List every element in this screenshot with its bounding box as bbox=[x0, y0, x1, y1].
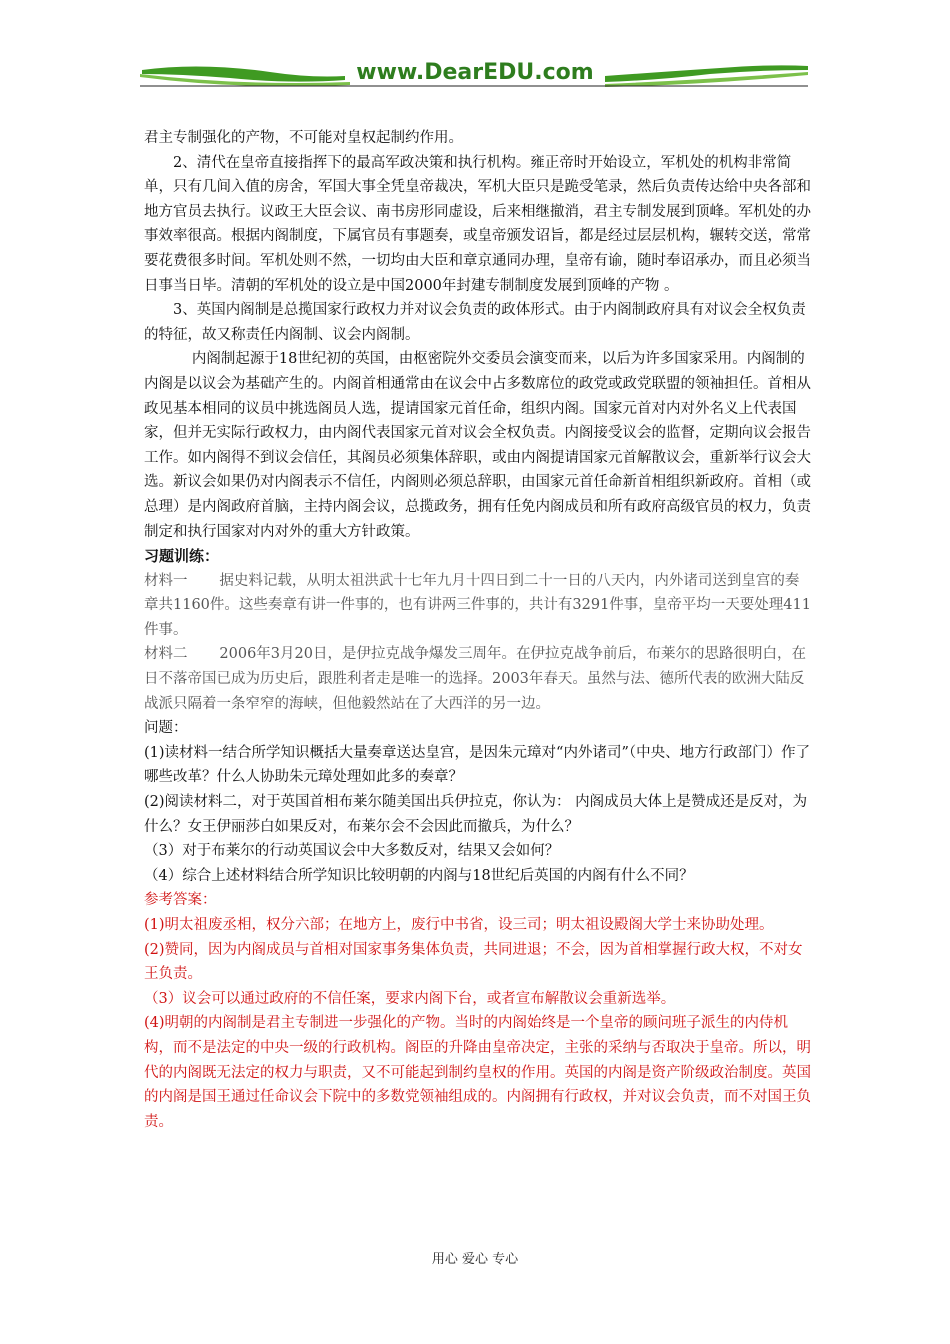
answer-2: (2)赞同，因为内阁成员与首相对国家事务集体负责，共同进退；不会，因为首相掌握行政大权，不对女王负责。 bbox=[144, 941, 803, 983]
material-text: 2006年3月20日，是伊拉克战争爆发三周年。在伊拉克战争前后，布莱尔的思路很明白，在日不落帝国已成为历史后，跟胜利者走是唯一的选择。2003年春天。虽然与法、德所代表的欧洲大陆反战派只隔着一条窄窄的海峡，但他毅然站在了大西洋的另一边。 bbox=[144, 646, 806, 712]
material-label: 材料一 bbox=[144, 572, 188, 589]
exercise-heading: 习题训练： bbox=[144, 547, 220, 566]
material-text: 据史料记载，从明太祖洪武十七年九月十四日到二十一日的八天内，内外诸司送到皇宫的奏章共1160件。这些奏章有讲一件事的，也有讲两三件事的，共计有3291件事，皇帝平均一天要处理411件事。 bbox=[144, 572, 811, 638]
questions-label: 问题： bbox=[144, 720, 188, 737]
page-footer: 用心 爱心 专心 bbox=[431, 1252, 519, 1267]
question-4: （4）综合上述材料结合所学知识比较明朝的内阁与18世纪后英国的内阁有什么不同？ bbox=[144, 867, 694, 884]
material-label: 材料二 bbox=[144, 646, 188, 663]
main-content bbox=[144, 126, 812, 1134]
paragraph: 3、英国内阁制是总揽国家行政权力并对议会负责的政体形式。由于内阁制政府具有对议会全权负责的特征，故又称责任内阁制、议会内阁制。 bbox=[144, 302, 806, 343]
paragraph: 内阁制起源于18世纪初的英国，由枢密院外交委员会演变而来，以后为许多国家采用。内阁制的内阁是以议会为基础产生的。内阁首相通常由在议会中占多数席位的政党或政党联盟的领袖担任。首相从政见基本相同的议员中挑选阁员人选，提请国家元首任命，组织内阁。国家元首对内对外名义上代表国家，但并无实际行政权力，由内阁代表国家元首对议会全权负责。内阁接受议会的监督，定期向议会报告工作。如内阁得不到议会信任，其阁员必须集体辞职，或由内阁提请国家元首解散议会，重新举行议会大选。新议会如果仍对内阁表示不信任，内阁则必须总辞职，由国家元首任命新首相组织新政府。首相（或总理）是内阁政府首脑，主持内阁会议，总揽政务，拥有任免内阁成员和所有政府高级官员的权力，负责制定和执行国家对内对外的重大方针政策。 bbox=[144, 351, 811, 540]
question-3: （3）对于布莱尔的行动英国议会中大多数反对，结果又会如何？ bbox=[144, 843, 560, 860]
paragraph: 君主专制强化的产物，不可能对皇权起制约作用。 bbox=[144, 130, 463, 146]
question-2: (2)阅读材料二，对于英国首相布莱尔随美国出兵伊拉克，你认为： 内阁成员大体上是赞成还是反对，为什么？女王伊丽莎白如果反对，布莱尔会不会因此而撤兵，为什么？ bbox=[144, 794, 808, 835]
material-two bbox=[144, 642, 812, 716]
answer-3: （3）议会可以通过政府的不信任案，要求内阁下台，或者宣布解散议会重新选举。 bbox=[144, 990, 676, 1007]
answers-heading: 参考答案： bbox=[144, 892, 217, 909]
paragraph: 2、清代在皇帝直接指挥下的最高军政决策和执行机构。雍正帝时开始设立，军机处的机构非常简单，只有几间入值的房舍，军国大事全凭皇帝裁决，军机大臣只是跪受笔录，然后负责传达给中央各部和地方官员去执行。议政王大臣会议、南书房形同虚设，后来相继撤消，君主专制发展到顶峰。军机处的办事效率很高。根据内阁制度，下属官员有事题奏，或皇帝颁发诏旨，都是经过层层机构，辗转交送，常常要花费很多时间。军机处则不然，一切均由大臣和章京通同办理，皇帝有谕，随时奉诏承办，而且必须当日事当日毕。清朝的军机处的设立是中国2000年封建专制制度发展到顶峰的产物 。 bbox=[144, 154, 811, 294]
question-1: (1)读材料一结合所学知识概括大量奏章送达皇宫，是因朱元璋对“内外诸司”（中央、地方行政部门）作了哪些改革？什么人协助朱元璋处理如此多的奏章？ bbox=[144, 744, 811, 786]
site-logo-text: www.DearEDU.com bbox=[356, 60, 594, 85]
answer-1: (1)明太祖废丞相，权分六部；在地方上，废行中书省，设三司；明太祖设殿阁大学士来协助处理。 bbox=[144, 917, 774, 933]
answer-4: (4)明朝的内阁制是君主专制进一步强化的产物。当时的内阁始终是一个皇帝的顾问班子派生的内侍机构，而不是法定的中央一级的行政机构。阁臣的升降由皇帝决定，主张的采纳与否取决于皇帝。所以，明代的内阁既无法定的权力与职责，又不可能起到制约皇权的作用。英国的内阁是资产阶级政治制度。英国的内阁是国王通过任命议会下院中的多数党领袖组成的。内阁拥有行政权，并对议会负责，而不对国王负责。 bbox=[144, 1015, 811, 1130]
material-one bbox=[144, 569, 812, 643]
page-header bbox=[140, 58, 810, 98]
